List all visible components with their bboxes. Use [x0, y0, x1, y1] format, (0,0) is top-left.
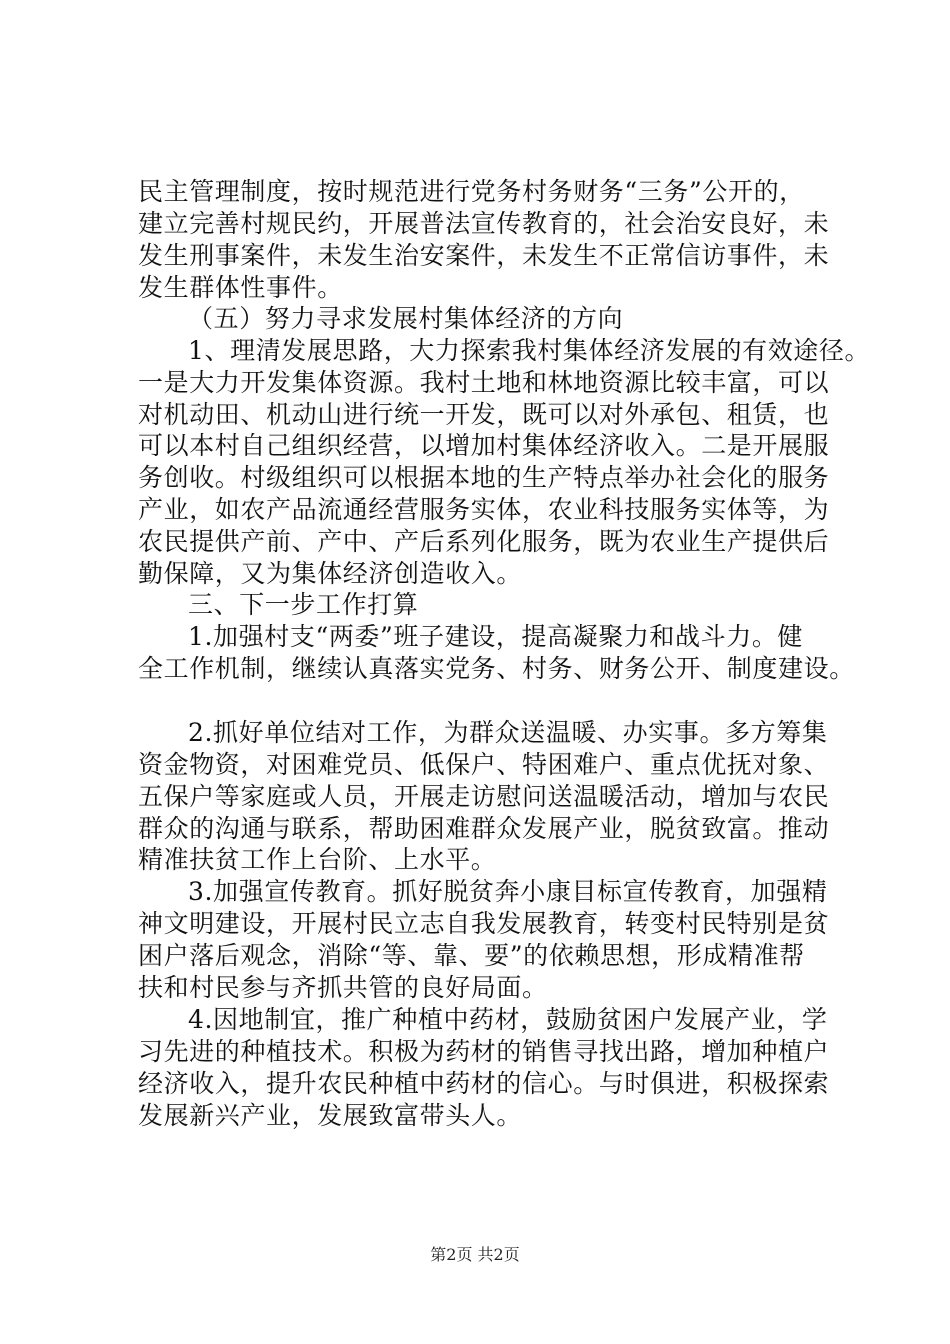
paragraph-line: 产业，如农产品流通经营服务实体，农业科技服务实体等，为 [138, 495, 830, 525]
section-heading: 三、下一步工作打算 [188, 590, 419, 620]
paragraph-line: 1.加强村支“两委”班子建设，提高凝聚力和战斗力。健 [188, 622, 804, 652]
paragraph-line: 勤保障，又为集体经济创造收入。 [138, 559, 523, 589]
paragraph-line: 发展新兴产业，发展致富带头人。 [138, 1100, 523, 1130]
paragraph-line: 神文明建设，开展村民立志自我发展教育，转变村民特别是贫 [138, 909, 830, 939]
paragraph-line: 可以本村自己组织经营，以增加村集体经济收入。二是开展服 [138, 431, 830, 461]
paragraph-line: 3.加强宣传教育。抓好脱贫奔小康目标宣传教育，加强精 [188, 877, 828, 907]
paragraph-line: 农民提供产前、产中、产后系列化服务，既为农业生产提供后 [138, 527, 830, 557]
paragraph-line: 资金物资，对困难党员、低保户、特困难户、重点优抚对象、 [138, 749, 830, 779]
paragraph-line: 1、理清发展思路，大力探索我村集体经济发展的有效途径。 [188, 335, 871, 365]
paragraph-line: 群众的沟通与联系，帮助困难群众发展产业，脱贫致富。推动 [138, 813, 830, 843]
paragraph-line: 全工作机制，继续认真落实党务、村务、财务公开、制度建设。 [138, 653, 855, 683]
page-number-footer: 第2页 共2页 [430, 1245, 520, 1264]
paragraph-line: 精准扶贫工作上台阶、上水平。 [138, 845, 497, 875]
paragraph-line: 习先进的种植技术。积极为药材的销售寻找出路，增加种植户 [138, 1036, 830, 1066]
paragraph-line: 一是大力开发集体资源。我村土地和林地资源比较丰富，可以 [138, 367, 830, 397]
section-heading: （五）努力寻求发展村集体经济的方向 [188, 303, 624, 333]
paragraph-line: 对机动田、机动山进行统一开发，既可以对外承包、租赁，也 [138, 399, 830, 429]
paragraph-line: 经济收入，提升农民种植中药材的信心。与时俱进，积极探索 [138, 1068, 830, 1098]
paragraph-line: 困户落后观念，消除“等、靠、要”的依赖思想，形成精准帮 [138, 941, 805, 971]
paragraph-line: 2.抓好单位结对工作，为群众送温暖、办实事。多方筹集 [188, 717, 828, 747]
paragraph-line: 建立完善村规民约，开展普法宣传教育的，社会治安良好，未 [138, 208, 830, 238]
paragraph-line: 务创收。村级组织可以根据本地的生产特点举办社会化的服务 [138, 463, 830, 493]
paragraph-line: 五保户等家庭或人员，开展走访慰问送温暖活动，增加与农民 [138, 781, 830, 811]
paragraph-line: 发生刑事案件，未发生治安案件，未发生不正常信访事件，未 [138, 240, 830, 270]
paragraph-line: 发生群体性事件。 [138, 272, 343, 302]
paragraph-line: 4.因地制宜，推广种植中药材，鼓励贫困户发展产业，学 [188, 1005, 828, 1034]
paragraph-line: 民主管理制度，按时规范进行党务村务财务“三务”公开的， [138, 177, 805, 206]
paragraph-line: 扶和村民参与齐抓共管的良好局面。 [138, 973, 548, 1003]
